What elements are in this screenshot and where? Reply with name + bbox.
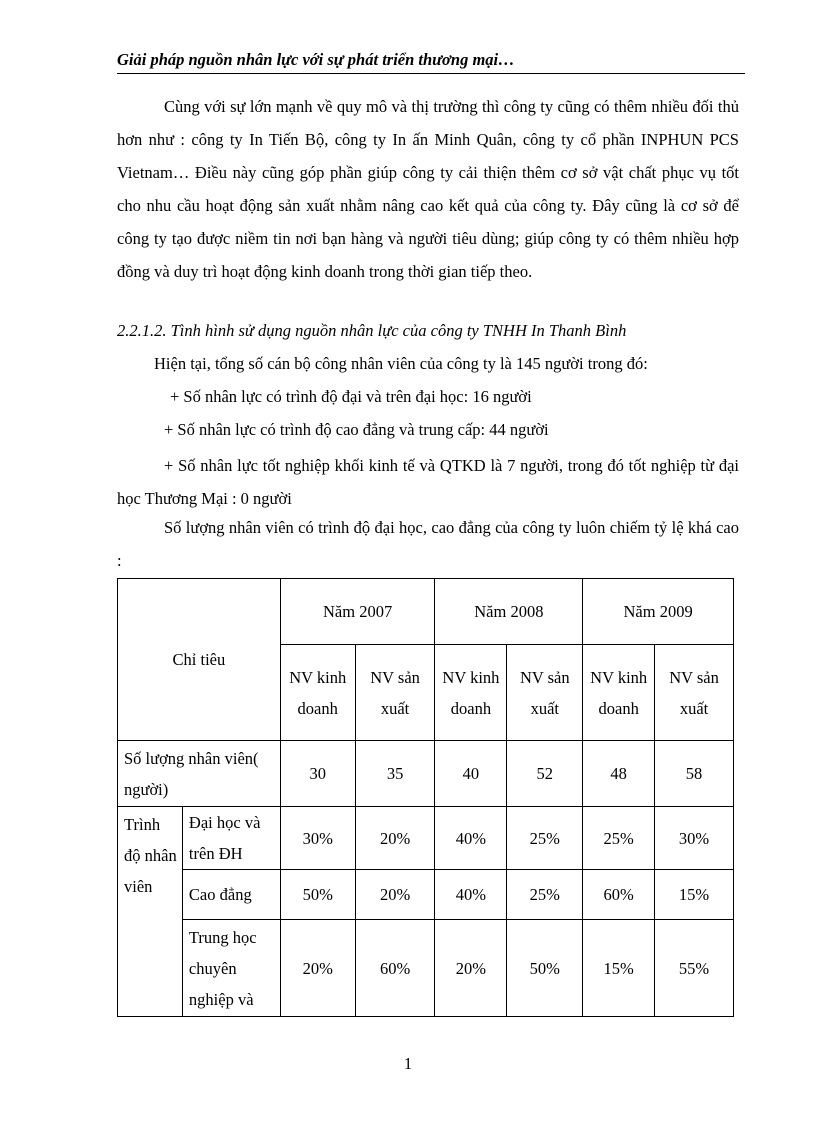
sub-header-business: NV kinh doanh (435, 645, 507, 741)
count-cell: 48 (583, 741, 655, 807)
level-cell: 40% (435, 870, 507, 920)
level-cell: 60% (355, 920, 435, 1017)
count-cell: 35 (355, 741, 435, 807)
bullet-economics: + Số nhân lực tốt nghiệp khối kinh tế và QTKD là 7 người, trong đó tốt nghiệp từ đại học Thương Mại : 0 người (117, 456, 739, 508)
level-cell: 55% (655, 920, 734, 1017)
year-header: Năm 2007 (280, 579, 435, 645)
level-cell: 30% (280, 807, 355, 870)
level-cell: 60% (583, 870, 655, 920)
level-label: Trung học chuyên nghiệp và (182, 920, 280, 1017)
level-cell: 20% (355, 870, 435, 920)
level-cell: 40% (435, 807, 507, 870)
sub-header-business: NV kinh doanh (583, 645, 655, 741)
level-label: Cao đẳng (182, 870, 280, 920)
sub-header-production: NV sản xuất (507, 645, 583, 741)
bullet-university: + Số nhân lực có trình độ đại và trên đại học: 16 người (170, 387, 532, 406)
year-header: Năm 2008 (435, 579, 583, 645)
section-heading: 2.2.1.2. Tình hình sử dụng nguồn nhân lực của công ty TNHH In Thanh Bình (117, 321, 627, 340)
count-cell: 52 (507, 741, 583, 807)
total-staff-line: Hiện tại, tổng số cán bộ công nhân viên của công ty là 145 người trong đó: (154, 354, 648, 373)
level-cell: 50% (507, 920, 583, 1017)
bullet-college: + Số nhân lực có trình độ cao đẳng và trung cấp: 44 người (164, 420, 549, 439)
level-cell: 25% (507, 870, 583, 920)
count-cell: 40 (435, 741, 507, 807)
running-header: Giải pháp nguồn nhân lực với sự phát triển thương mại… (117, 50, 745, 74)
ratio-paragraph: Số lượng nhân viên có trình độ đại học, cao đẳng của công ty luôn chiếm tỷ lệ khá cao : (117, 518, 739, 570)
level-label: Đại học và trên ĐH (182, 807, 280, 870)
staff-table (117, 578, 734, 1017)
level-cell: 15% (583, 920, 655, 1017)
count-label: Số lượng nhân viên( người) (118, 741, 281, 807)
level-cell: 50% (280, 870, 355, 920)
year-header: Năm 2009 (583, 579, 734, 645)
level-cell: 25% (507, 807, 583, 870)
page-number: 1 (403, 1054, 413, 1073)
count-cell: 58 (655, 741, 734, 807)
indicator-header: Chỉ tiêu (118, 579, 281, 741)
sub-header-production: NV sản xuất (655, 645, 734, 741)
level-cell: 20% (355, 807, 435, 870)
sub-header-business: NV kinh doanh (280, 645, 355, 741)
sub-header-production: NV sản xuất (355, 645, 435, 741)
level-cell: 20% (435, 920, 507, 1017)
intro-paragraph: Cùng với sự lớn mạnh về quy mô và thị trường thì công ty cũng có thêm nhiều đối thủ hơn như : công ty In Tiến Bộ, công ty In ấn Minh Quân, công ty cổ phần INPHUN PCS Vietnam… Điều này cũng góp phần giúp công ty cải thiện thêm cơ sở vật chất phục vụ tốt cho nhu cầu hoạt động sản xuất nhằm nâng cao kết quả của công ty. Đây cũng là cơ sở để công ty tạo được niềm tin nơi bạn hàng và người tiêu dùng; giúp công ty có thêm nhiều hợp đồng và duy trì hoạt động kinh doanh trong thời gian tiếp theo. (117, 97, 739, 281)
level-cell: 20% (280, 920, 355, 1017)
level-cell: 30% (655, 807, 734, 870)
level-group-label: Trình độ nhân viên (118, 807, 183, 1017)
level-cell: 15% (655, 870, 734, 920)
level-cell: 25% (583, 807, 655, 870)
count-cell: 30 (280, 741, 355, 807)
